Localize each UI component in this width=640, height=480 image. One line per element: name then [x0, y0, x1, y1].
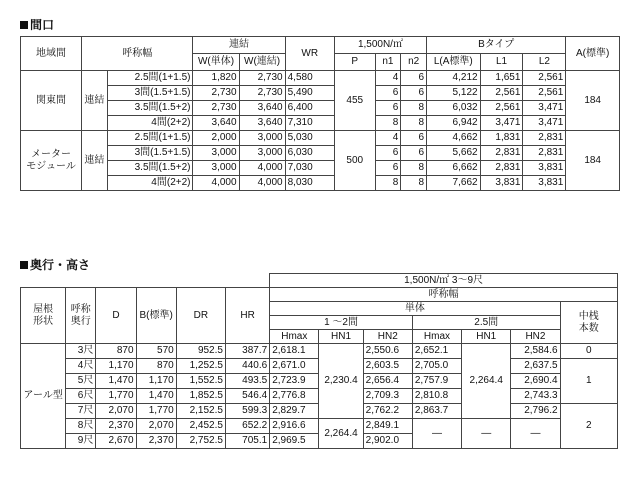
region-cell: [21, 131, 82, 191]
l-cell: 6,662: [427, 161, 481, 176]
section-title-frontage: [20, 16, 54, 33]
hmax2-cell: 2,810.8: [412, 389, 461, 404]
table-row: [21, 146, 620, 161]
header-single: 単体: [270, 302, 560, 316]
hr-cell: 546.4: [225, 389, 269, 404]
w-single-cell: 1,820: [193, 71, 239, 86]
mid-cell: 0: [560, 344, 617, 359]
header-roof: [21, 288, 66, 344]
b-cell: 870: [136, 359, 176, 374]
wr-cell: 5,490: [285, 86, 334, 101]
w-link-cell: 4,000: [239, 161, 285, 176]
d-cell: 2,670: [96, 434, 136, 449]
d-cell: 2,370: [96, 419, 136, 434]
l-cell: 4,662: [427, 131, 481, 146]
table-row: [21, 131, 620, 146]
link-cell: 連結: [82, 71, 108, 131]
header-mid: [560, 302, 617, 344]
l2-cell: 3,831: [523, 161, 566, 176]
header-roof-line1: 屋根: [33, 303, 54, 315]
a-cell: 184: [566, 71, 620, 131]
hr-cell: 440.6: [225, 359, 269, 374]
n2-cell: 6: [401, 131, 427, 146]
wr-cell: 6,030: [285, 146, 334, 161]
dr-cell: 1,252.5: [176, 359, 225, 374]
b-cell: 2,070: [136, 419, 176, 434]
width-cell: 2.5間(1+1.5): [107, 131, 193, 146]
frontage-table: [20, 36, 620, 191]
l1-cell: 2,561: [480, 86, 523, 101]
header-n1: n1: [375, 54, 401, 71]
l-cell: 6,032: [427, 101, 481, 116]
hn2b-cell: 2,743.3: [511, 389, 560, 404]
a-cell: 184: [566, 131, 620, 191]
dr-cell: 2,152.5: [176, 404, 225, 419]
wr-cell: 6,400: [285, 101, 334, 116]
section-title-text: 間口: [30, 18, 55, 32]
hn2a-cell: 2,762.2: [363, 404, 412, 419]
wr-cell: 7,310: [285, 116, 334, 131]
header-load: 1,500N/㎡: [334, 37, 426, 54]
wr-cell: 4,580: [285, 71, 334, 86]
n1-cell: 8: [375, 116, 401, 131]
l1-cell: 2,831: [480, 146, 523, 161]
wr-cell: 5,030: [285, 131, 334, 146]
n1-cell: 8: [375, 176, 401, 191]
l1-cell: 3,471: [480, 116, 523, 131]
hmax1-cell: 2,776.8: [270, 389, 319, 404]
w-link-cell: 2,730: [239, 86, 285, 101]
w-single-cell: 4,000: [193, 176, 239, 191]
l2-cell: 2,561: [523, 71, 566, 86]
l2-cell: 3,471: [523, 101, 566, 116]
table-row: [21, 101, 620, 116]
header-depth: [66, 288, 96, 344]
table-row: [21, 116, 620, 131]
header-l1: L1: [480, 54, 523, 71]
d-cell: 1,170: [96, 359, 136, 374]
hn2a-cell: 2,902.0: [363, 434, 412, 449]
header-width: 呼称幅: [270, 288, 618, 302]
l-cell: 4,212: [427, 71, 481, 86]
depth-cell: 7尺: [66, 404, 96, 419]
region-cell: 関東間: [21, 71, 82, 131]
n2-cell: 8: [401, 176, 427, 191]
hr-cell: 599.3: [225, 404, 269, 419]
hn2a-cell: 2,709.3: [363, 389, 412, 404]
header-renketsu: 連結: [193, 37, 285, 54]
depth-height-table: [20, 273, 618, 449]
dr-cell: 2,452.5: [176, 419, 225, 434]
width-cell: 3間(1.5+1.5): [107, 86, 193, 101]
w-single-cell: 2,000: [193, 131, 239, 146]
hn2b-cell: 2,690.4: [511, 374, 560, 389]
hr-cell: 387.7: [225, 344, 269, 359]
square-bullet-icon: [20, 21, 28, 29]
header-span2: 2.5間: [412, 316, 560, 330]
w-single-cell: 2,730: [193, 86, 239, 101]
header-l2: L2: [523, 54, 566, 71]
d-cell: 870: [96, 344, 136, 359]
hn2a-cell: 2,550.6: [363, 344, 412, 359]
hmax1-cell: 2,618.1: [270, 344, 319, 359]
hmax2-cell: 2,705.0: [412, 359, 461, 374]
l-cell: 5,662: [427, 146, 481, 161]
n2-cell: 6: [401, 86, 427, 101]
depth-cell: 4尺: [66, 359, 96, 374]
n1-cell: 6: [375, 101, 401, 116]
w-single-cell: 3,000: [193, 146, 239, 161]
depth-cell: 3尺: [66, 344, 96, 359]
header-roof-line2: 形状: [33, 315, 54, 327]
header-wr: WR: [285, 37, 334, 71]
header-load: 1,500N/㎡ 3～9尺: [270, 274, 618, 288]
header-width: 呼称幅: [82, 37, 193, 71]
l1-cell: 1,831: [480, 131, 523, 146]
depth-cell: 9尺: [66, 434, 96, 449]
dash-cell: ―: [412, 419, 461, 449]
b-cell: 1,770: [136, 404, 176, 419]
hn2a-cell: 2,603.5: [363, 359, 412, 374]
header-mid-line2: 本数: [578, 322, 599, 334]
hn1-cell: 2,264.4: [319, 419, 363, 449]
p-cell: 500: [334, 131, 375, 191]
table-row: [21, 86, 620, 101]
header-a: A(標準): [566, 37, 620, 71]
hr-cell: 705.1: [225, 434, 269, 449]
region-line2: モジュール: [26, 160, 76, 172]
hmax1-cell: 2,916.6: [270, 419, 319, 434]
hmax1-cell: 2,829.7: [270, 404, 319, 419]
hr-cell: 493.5: [225, 374, 269, 389]
width-cell: 4間(2+2): [107, 176, 193, 191]
b-cell: 2,370: [136, 434, 176, 449]
l2-cell: 2,561: [523, 86, 566, 101]
section-title-depth-height: [20, 256, 90, 273]
l-cell: 5,122: [427, 86, 481, 101]
depth-cell: 6尺: [66, 389, 96, 404]
l1-cell: 2,561: [480, 101, 523, 116]
hn1-cell: 2,264.4: [462, 344, 511, 419]
depth-cell: 5尺: [66, 374, 96, 389]
hn2a-cell: 2,849.1: [363, 419, 412, 434]
dr-cell: 2,752.5: [176, 434, 225, 449]
hmax1-cell: 2,969.5: [270, 434, 319, 449]
width-cell: 3.5間(1.5+2): [107, 101, 193, 116]
section-title-text: 奥行・高さ: [30, 258, 91, 272]
roof-cell: アール型: [21, 344, 66, 449]
link-cell: 連結: [82, 131, 108, 191]
mid-cell: 1: [560, 359, 617, 404]
dr-cell: 1,852.5: [176, 389, 225, 404]
hn2a-cell: 2,656.4: [363, 374, 412, 389]
width-cell: 3.5間(1.5+2): [107, 161, 193, 176]
wr-cell: 7,030: [285, 161, 334, 176]
n2-cell: 8: [401, 161, 427, 176]
w-link-cell: 3,640: [239, 116, 285, 131]
n1-cell: 6: [375, 146, 401, 161]
header-depth-line1: 呼称: [70, 303, 91, 315]
region-line1: メーター: [31, 148, 72, 160]
table-row: [21, 419, 618, 434]
width-cell: 3間(1.5+1.5): [107, 146, 193, 161]
header-hn2: HN2: [363, 330, 412, 344]
hr-cell: 652.2: [225, 419, 269, 434]
table-row: [21, 344, 618, 359]
l2-cell: 2,831: [523, 131, 566, 146]
header-l: L(A標準): [427, 54, 481, 71]
d-cell: 1,470: [96, 374, 136, 389]
header-w-link: W(連結): [239, 54, 285, 71]
l2-cell: 3,471: [523, 116, 566, 131]
table-row: [21, 176, 620, 191]
header-hn1: HN1: [462, 330, 511, 344]
header-span1: 1 ～2間: [270, 316, 413, 330]
header-depth-line2: 奥行: [70, 315, 91, 327]
header-b: B(標準): [136, 288, 176, 344]
header-hmax: Hmax: [412, 330, 461, 344]
header-mid-line1: 中桟: [578, 310, 599, 322]
l1-cell: 3,831: [480, 176, 523, 191]
w-single-cell: 2,730: [193, 101, 239, 116]
depth-cell: 8尺: [66, 419, 96, 434]
header-hmax: Hmax: [270, 330, 319, 344]
hn2b-cell: 2,584.6: [511, 344, 560, 359]
table-row: [21, 71, 620, 86]
w-link-cell: 3,000: [239, 131, 285, 146]
mid-cell: 2: [560, 404, 617, 449]
table-row: [21, 161, 620, 176]
w-link-cell: 2,730: [239, 71, 285, 86]
d-cell: 1,770: [96, 389, 136, 404]
square-bullet-icon: [20, 261, 28, 269]
header-region: 地域間: [21, 37, 82, 71]
wr-cell: 8,030: [285, 176, 334, 191]
hmax2-cell: 2,757.9: [412, 374, 461, 389]
n2-cell: 6: [401, 146, 427, 161]
n1-cell: 6: [375, 161, 401, 176]
header-hn2: HN2: [511, 330, 560, 344]
n1-cell: 4: [375, 131, 401, 146]
w-single-cell: 3,000: [193, 161, 239, 176]
b-cell: 1,470: [136, 389, 176, 404]
hmax2-cell: 2,863.7: [412, 404, 461, 419]
n1-cell: 4: [375, 71, 401, 86]
header-p: P: [334, 54, 375, 71]
hn2b-cell: 2,637.5: [511, 359, 560, 374]
l1-cell: 2,831: [480, 161, 523, 176]
dr-cell: 1,552.5: [176, 374, 225, 389]
p-cell: 455: [334, 71, 375, 131]
header-d: D: [96, 288, 136, 344]
w-link-cell: 3,000: [239, 146, 285, 161]
l2-cell: 3,831: [523, 176, 566, 191]
d-cell: 2,070: [96, 404, 136, 419]
w-link-cell: 3,640: [239, 101, 285, 116]
hmax2-cell: 2,652.1: [412, 344, 461, 359]
dr-cell: 952.5: [176, 344, 225, 359]
header-n2: n2: [401, 54, 427, 71]
n1-cell: 6: [375, 86, 401, 101]
hmax1-cell: 2,723.9: [270, 374, 319, 389]
hn2b-cell: 2,796.2: [511, 404, 560, 419]
n2-cell: 8: [401, 101, 427, 116]
l2-cell: 2,831: [523, 146, 566, 161]
l1-cell: 1,651: [480, 71, 523, 86]
width-cell: 2.5間(1+1.5): [107, 71, 193, 86]
dash-cell: ―: [462, 419, 511, 449]
header-w-single: W(単体): [193, 54, 239, 71]
n2-cell: 6: [401, 71, 427, 86]
l-cell: 6,942: [427, 116, 481, 131]
b-cell: 570: [136, 344, 176, 359]
n2-cell: 8: [401, 116, 427, 131]
b-cell: 1,170: [136, 374, 176, 389]
hn1-cell: 2,230.4: [319, 344, 363, 419]
header-btype: Bタイプ: [427, 37, 566, 54]
header-hn1: HN1: [319, 330, 363, 344]
w-link-cell: 4,000: [239, 176, 285, 191]
header-hr: HR: [225, 288, 269, 344]
header-dr: DR: [176, 288, 225, 344]
w-single-cell: 3,640: [193, 116, 239, 131]
hmax1-cell: 2,671.0: [270, 359, 319, 374]
width-cell: 4間(2+2): [107, 116, 193, 131]
l-cell: 7,662: [427, 176, 481, 191]
dash-cell: ―: [511, 419, 560, 449]
